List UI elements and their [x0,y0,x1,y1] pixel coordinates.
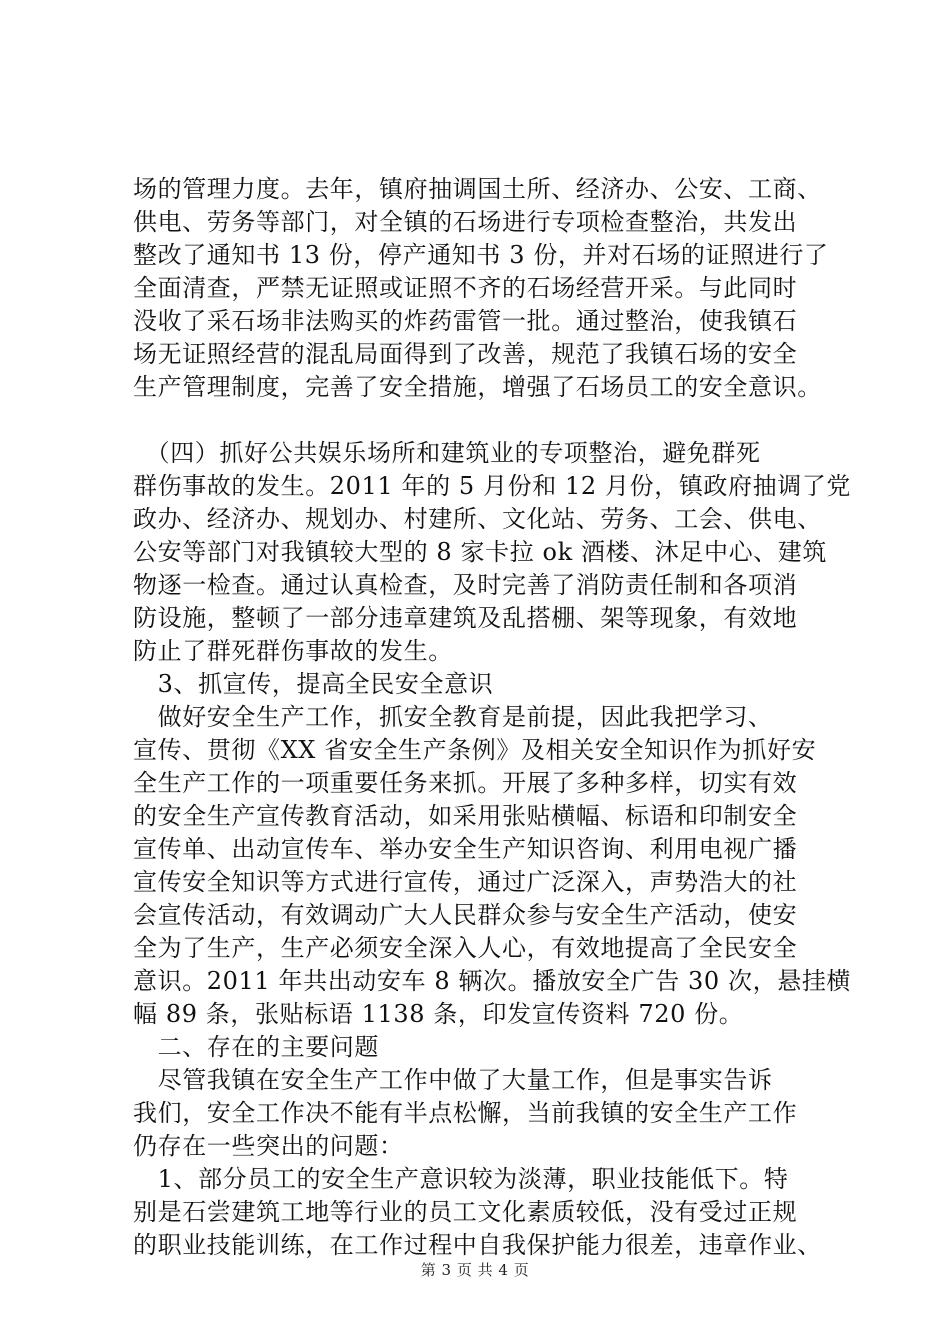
text-line: 整改了通知书 13 份，停产通知书 3 份，并对石场的证照进行了 [133,241,829,269]
text-line: 幅 89 条，张贴标语 1138 条，印发宣传资料 720 份。 [133,1000,744,1028]
paragraph-gap [133,404,843,437]
text-line: 全面清查，严禁无证照或证照不齐的石场经营开采。与此同时 [133,274,798,302]
text-line: 做好安全生产工作，抓安全教育是前提，因此我把学习、 [133,703,773,731]
text-line: 场无证照经营的混乱局面得到了改善，规范了我镇石场的安全 [133,340,798,368]
page-number-footer: 第 3 页 共 4 页 [420,1261,530,1279]
text-line: 别是石尝建筑工地等行业的员工文化素质较低，没有受过正规 [133,1198,798,1226]
text-line: 政办、经济办、规划办、村建所、文化站、劳务、工会、供电、 [133,505,822,533]
text-line: 场的管理力度。去年，镇府抽调国土所、经济办、公安、工商、 [133,175,822,203]
text-line: 会宣传活动，有效调动广大人民群众参与安全生产活动，使安 [133,901,798,929]
text-line: 我们，安全工作决不能有半点松懈，当前我镇的安全生产工作 [133,1099,798,1127]
text-line: 的安全生产宣传教育活动，如采用张贴横幅、标语和印制安全 [133,802,798,830]
text-line: 生产管理制度，完善了安全措施，增强了石场员工的安全意识。 [133,373,822,401]
text-line: 物逐一检查。通过认真检查，及时完善了消防责任制和各项消 [133,571,798,599]
text-line: 宣传单、出动宣传车、举办安全生产知识咨询、利用电视广播 [133,835,798,863]
section-heading: 3、抓宣传，提高全民安全意识 [133,670,494,698]
text-line: 群伤事故的发生。2011 年的 5 月份和 12 月份，镇政府抽调了党 [133,472,852,500]
text-line: 全为了生产，生产必须安全深入人心，有效地提高了全民安全 [133,934,798,962]
document-body [133,173,852,1262]
section-heading: 二、存在的主要问题 [133,1033,379,1061]
text-line: 公安等部门对我镇较大型的 8 家卡拉 ok 酒楼、沐足中心、建筑 [133,538,827,566]
text-line: 宣传安全知识等方式进行宣传，通过广泛深入，声势浩大的社 [133,868,798,896]
text-line: 意识。2011 年共出动安车 8 辆次。播放安全广告 30 次，悬挂横 [133,967,852,995]
text-line: 的职业技能训练，在工作过程中自我保护能力很差，违章作业、 [133,1231,822,1259]
text-line: 防设施，整顿了一部分违章建筑及乱搭棚、架等现象，有效地 [133,604,798,632]
text-line: 全生产工作的一项重要任务来抓。开展了多种多样，切实有效 [133,769,798,797]
text-line: 仍存在一些突出的问题： [133,1132,404,1160]
text-line: 没收了采石场非法购买的炸药雷管一批。通过整治，使我镇石 [133,307,798,335]
text-line: 宣传、贯彻《XX 省安全生产条例》及相关安全知识作为抓好安 [133,736,817,764]
text-line: 供电、劳务等部门，对全镇的石场进行专项检查整治，共发出 [133,208,798,236]
text-line: 1、部分员工的安全生产意识较为淡薄，职业技能低下。特 [133,1165,789,1193]
text-line: （四）抓好公共娱乐场所和建筑业的专项整治，避免群死 [133,439,761,467]
text-line: 防止了群死群伤事故的发生。 [133,637,453,665]
text-line: 尽管我镇在安全生产工作中做了大量工作，但是事实告诉 [133,1066,773,1094]
